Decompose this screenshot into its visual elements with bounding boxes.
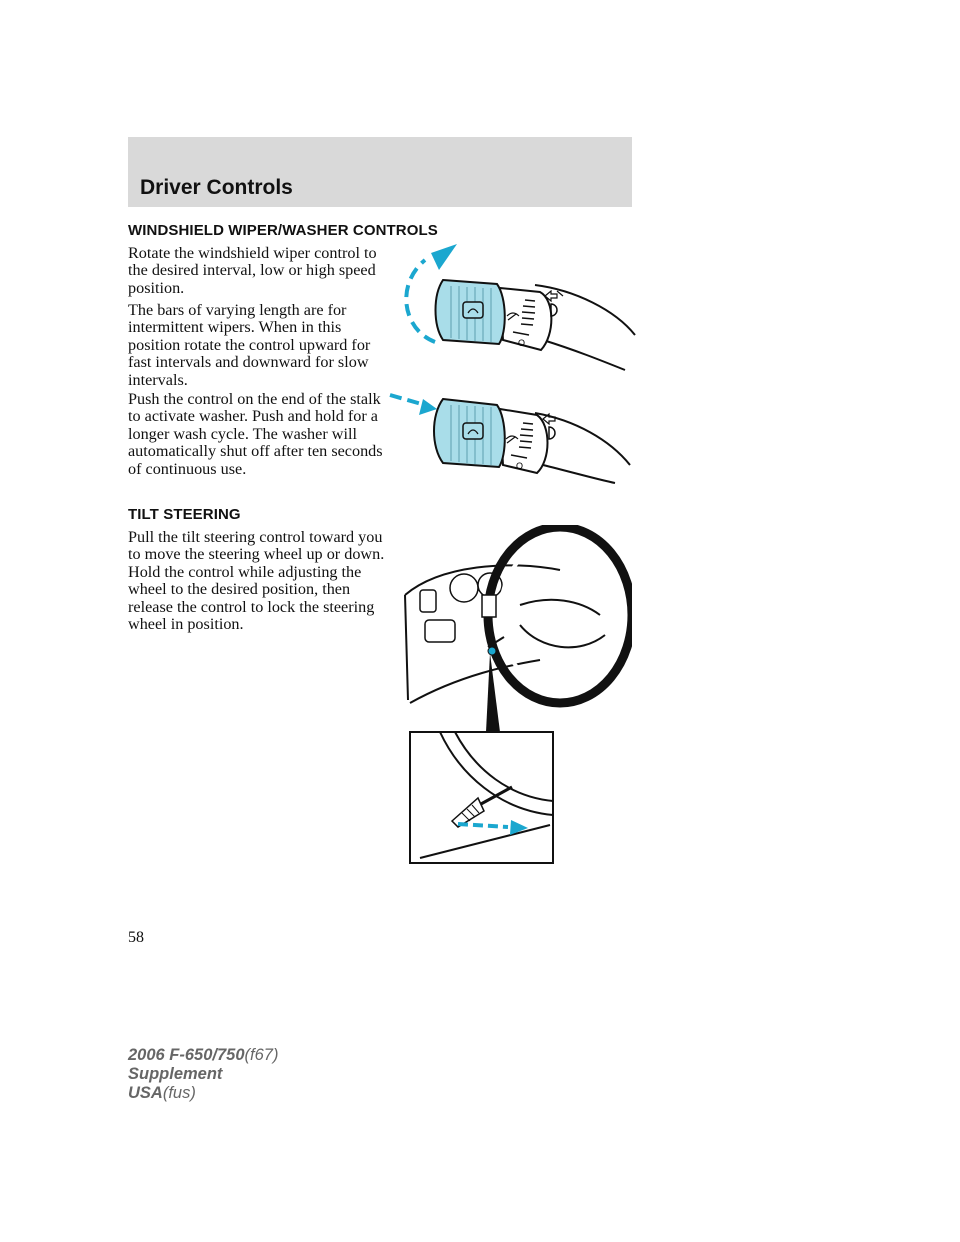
wiper-paragraph-2: The bars of varying length are for intermittent wipers. When in this position rotate the control upward for fast intervals and downward for slow intervals. xyxy=(128,301,371,389)
wiper-heading: WINDSHIELD WIPER/WASHER CONTROLS xyxy=(128,222,438,239)
footer-region: USA xyxy=(128,1084,163,1102)
footer-doc-type: Supplement xyxy=(128,1065,223,1083)
footer xyxy=(128,1046,278,1103)
gauge-icon xyxy=(450,574,478,602)
section-title: Driver Controls xyxy=(140,176,293,199)
footer-model-code: (f67) xyxy=(244,1046,279,1064)
wiper-rotate-illustration xyxy=(395,240,640,375)
stalk-off-label: O xyxy=(516,461,524,471)
push-arrow xyxy=(390,395,425,405)
tilt-heading: TILT STEERING xyxy=(128,506,241,523)
wiper-paragraph-1: Rotate the windshield wiper control to the desired interval, low or high speed position. xyxy=(128,244,377,297)
tilt-lever-icon xyxy=(488,647,496,655)
push-arrowhead-icon xyxy=(419,399,437,415)
footer-model-line xyxy=(128,1046,278,1065)
steering-wheel-icon xyxy=(488,527,632,703)
tilt-paragraph: Pull the tilt steering control toward you to move the steering wheel up or down. Hold the control while adjusting the wheel to the desired position, then release the control to lock the steering wheel in position. xyxy=(128,528,385,634)
rotate-arrowhead-icon xyxy=(431,244,457,270)
wiper-paragraph-3: Push the control on the end of the stalk to activate washer. Push and hold for a longer wash cycle. The washer will automatically shut off after ten seconds of continuous use. xyxy=(128,390,383,478)
footer-region-line xyxy=(128,1084,278,1103)
dash-switch-icon xyxy=(420,590,436,612)
headlamp-icon xyxy=(549,427,555,439)
footer-region-code: (fus) xyxy=(162,1084,196,1102)
footer-model: 2006 F-650/750 xyxy=(128,1046,245,1064)
washer-push-illustration xyxy=(385,385,635,485)
dash-switch-icon xyxy=(425,620,455,642)
tilt-steering-illustration xyxy=(400,525,632,870)
stalk-off-label: O xyxy=(518,338,526,348)
page-number: 58 xyxy=(128,929,144,946)
washer-symbol-icon xyxy=(463,423,483,439)
rotate-arrow xyxy=(406,260,435,342)
washer-symbol-icon xyxy=(463,302,483,318)
column-stalk-icon xyxy=(482,595,496,617)
